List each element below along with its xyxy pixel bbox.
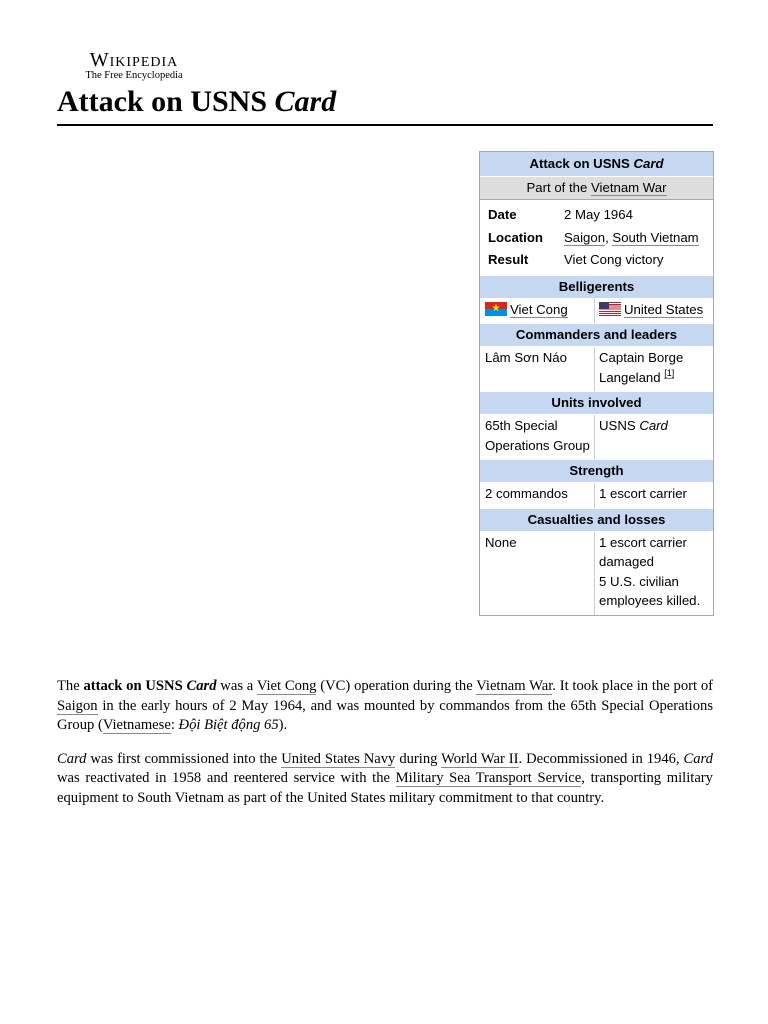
us-flag-icon bbox=[599, 302, 621, 316]
link-vietnamese[interactable]: Vietnamese bbox=[102, 717, 171, 733]
wikipedia-logo[interactable] bbox=[76, 50, 192, 81]
infobox bbox=[479, 151, 714, 616]
paragraph-2 bbox=[57, 750, 713, 809]
logo-wordmark: Wikipedia bbox=[89, 49, 179, 71]
commander-us-name: Captain Borge Langeland bbox=[599, 350, 684, 385]
casualties-us-line1: 1 escort carrier damaged bbox=[599, 534, 687, 569]
ship-name: Card bbox=[57, 750, 87, 767]
unit-us-italic: Card bbox=[639, 418, 668, 433]
infobox-caption-plain: Attack on USNS bbox=[529, 156, 634, 171]
result-label: Result bbox=[488, 252, 529, 267]
units-row bbox=[480, 415, 713, 459]
strength-header: Strength bbox=[480, 459, 713, 483]
unit-us-plain: USNS bbox=[599, 418, 640, 433]
text: : bbox=[170, 717, 179, 733]
units-header: Units involved bbox=[480, 391, 713, 415]
viet-cong-flag-icon: ★ bbox=[485, 302, 507, 316]
casualties-header: Casualties and losses bbox=[480, 508, 713, 532]
result-value: Viet Cong victory bbox=[564, 252, 664, 267]
belligerent-viet-cong bbox=[480, 299, 595, 324]
link-south-vietnam[interactable]: South Vietnam bbox=[612, 229, 699, 245]
logo-tagline: The Free Encyclopedia bbox=[85, 70, 183, 81]
link-world-war-ii[interactable]: World War II bbox=[441, 750, 519, 767]
location-separator: , bbox=[605, 229, 613, 245]
location-label: Location bbox=[488, 229, 543, 245]
infobox-caption bbox=[480, 152, 713, 177]
link-vietnam-war-body[interactable]: Vietnam War bbox=[476, 678, 553, 694]
belligerents-row bbox=[480, 299, 713, 324]
bold-term bbox=[83, 678, 216, 694]
infobox-row-location bbox=[488, 228, 713, 251]
strength-us: 1 escort carrier bbox=[599, 486, 687, 501]
commander-us bbox=[595, 347, 709, 391]
belligerents-header: Belligerents bbox=[480, 275, 713, 299]
vietnamese-name: Đội Biệt động 65 bbox=[178, 717, 279, 733]
text: , transporting military equipment to South Vietnam as part of the United States military commitment to that country. bbox=[57, 770, 713, 806]
casualties-us bbox=[595, 532, 709, 615]
text: was a bbox=[216, 678, 257, 694]
casualties-us-line2: 5 U.S. civilian employees killed. bbox=[599, 573, 701, 608]
strength-row bbox=[480, 483, 713, 508]
link-saigon-body[interactable]: Saigon bbox=[57, 697, 98, 714]
infobox-caption-italic: Card bbox=[633, 156, 664, 171]
text: . It took place in the port of bbox=[552, 678, 713, 694]
date-value: 2 May 1964 bbox=[564, 207, 633, 222]
link-saigon[interactable]: Saigon bbox=[564, 229, 606, 245]
link-military-sea-transport-service[interactable]: Military Sea Transport Service bbox=[395, 770, 582, 786]
title-divider bbox=[57, 124, 713, 126]
text: was first commissioned into the bbox=[86, 750, 282, 767]
text: (VC) operation during the bbox=[316, 678, 477, 694]
text: The bbox=[57, 678, 84, 694]
link-viet-cong-belligerent[interactable]: Viet Cong bbox=[510, 301, 568, 317]
commanders-row bbox=[480, 347, 713, 391]
unit-us bbox=[595, 415, 709, 459]
infobox-subtitle-prefix: Part of the bbox=[526, 180, 591, 195]
bold-term-plain: attack on USNS bbox=[83, 678, 187, 694]
commander-vc: Lâm Sơn Náo bbox=[480, 347, 595, 391]
text: . Decommissioned in 1946, bbox=[518, 750, 684, 767]
casualties-row bbox=[480, 532, 713, 615]
paragraph-1 bbox=[57, 677, 713, 736]
link-vietnam-war[interactable]: Vietnam War bbox=[591, 180, 667, 195]
infobox-details bbox=[480, 200, 713, 275]
text: ). bbox=[278, 717, 288, 733]
commanders-header: Commanders and leaders bbox=[480, 323, 713, 347]
casualties-vc: None bbox=[480, 532, 595, 615]
page-title-italic: Card bbox=[274, 85, 337, 118]
belligerent-united-states bbox=[595, 299, 709, 324]
link-viet-cong[interactable]: Viet Cong bbox=[256, 678, 317, 694]
infobox-subtitle bbox=[480, 177, 713, 200]
article-body bbox=[57, 677, 713, 822]
page-title-plain: Attack on USNS bbox=[57, 85, 275, 118]
ship-name: Card bbox=[683, 750, 713, 767]
strength-vc: 2 commandos bbox=[480, 483, 595, 508]
page-title bbox=[57, 84, 336, 120]
infobox-row-date bbox=[488, 205, 713, 228]
link-united-states-navy[interactable]: United States Navy bbox=[281, 750, 396, 767]
link-united-states[interactable]: United States bbox=[624, 301, 704, 317]
date-label: Date bbox=[488, 207, 517, 222]
text: in the early hours of 2 May 1964, and was mounted by commandos from the 65th Special Operations Group ( bbox=[57, 697, 713, 733]
bold-term-italic: Card bbox=[186, 678, 217, 694]
text: during bbox=[395, 750, 442, 767]
unit-vc: 65th Special Operations Group bbox=[480, 415, 595, 459]
text: was reactivated in 1958 and reentered service with the bbox=[57, 770, 396, 786]
location-value bbox=[564, 228, 704, 248]
infobox-row-result bbox=[488, 250, 713, 273]
reference-link-1[interactable]: [1] bbox=[664, 368, 675, 379]
